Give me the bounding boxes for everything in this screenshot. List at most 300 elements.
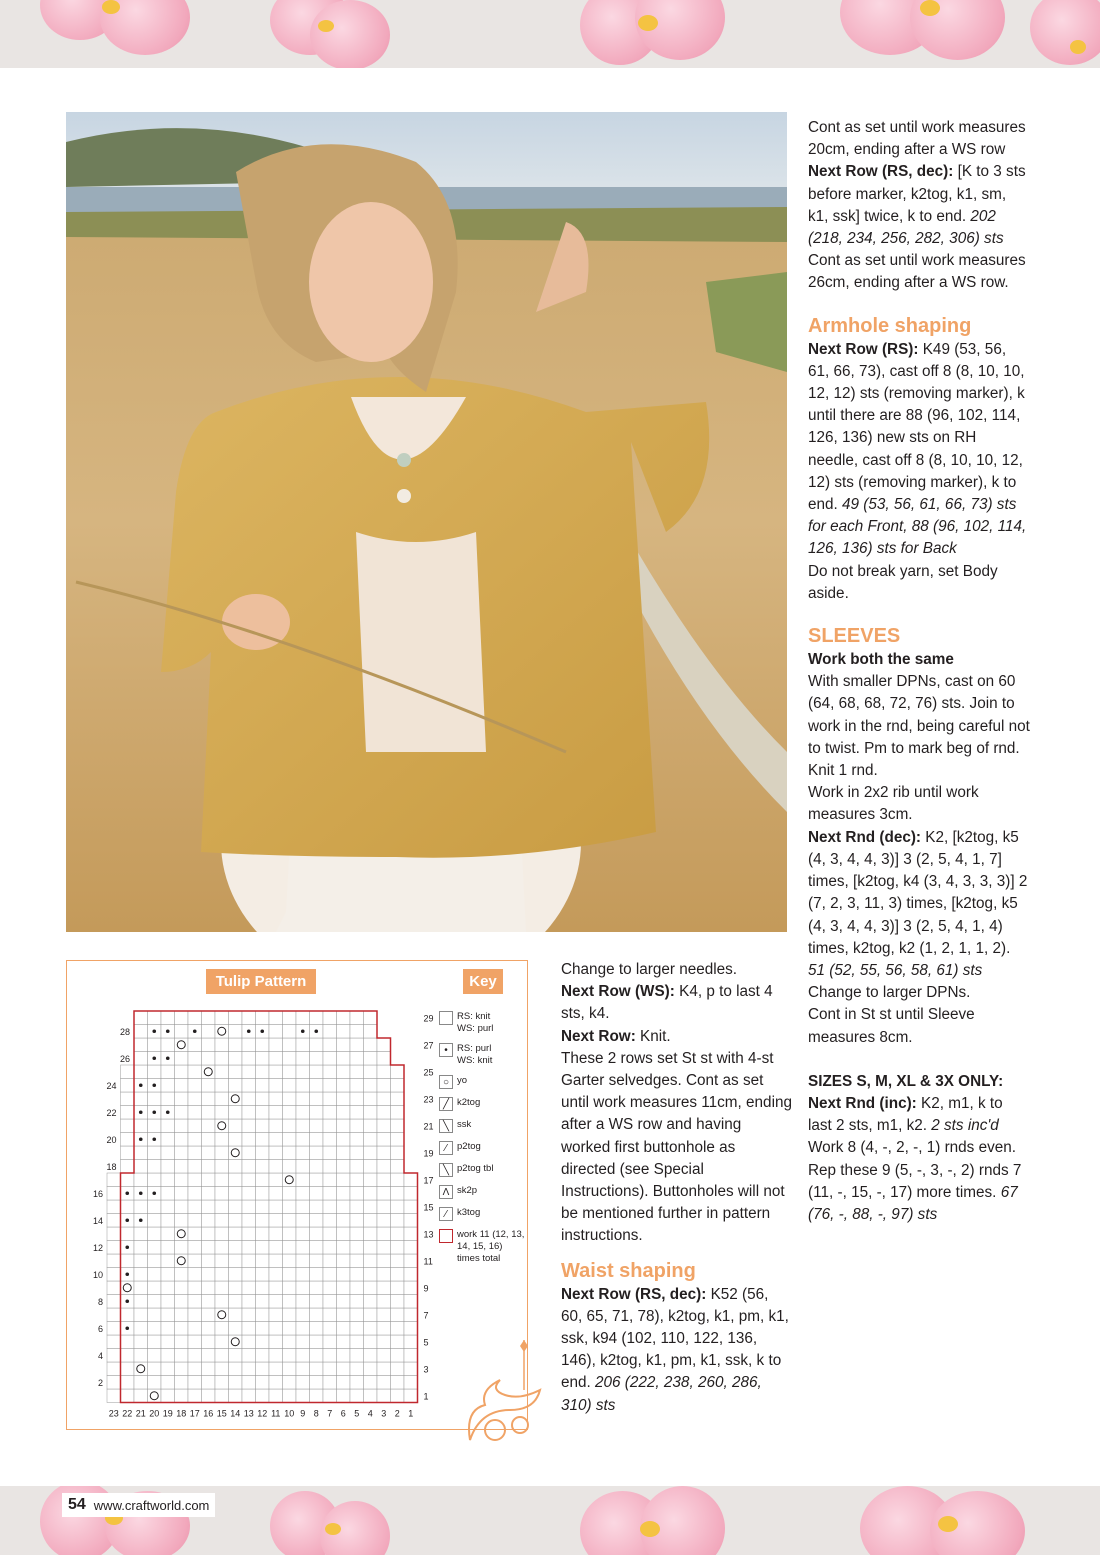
- website-link[interactable]: www.craftworld.com: [93, 1497, 210, 1513]
- chart-cell: [175, 1011, 189, 1025]
- paragraph: Knit 1 rnd.: [808, 762, 878, 780]
- chart-cell: [215, 1119, 229, 1133]
- chart-cell: [202, 1038, 216, 1052]
- chart-cell: [161, 1200, 175, 1214]
- paragraph: Cont as set until work measures 20cm, ending after a WS row: [808, 119, 1026, 159]
- chart-cell: [242, 1133, 256, 1147]
- chart-cell: [215, 1335, 229, 1349]
- key-title: Key: [463, 969, 503, 994]
- chart-cell: [229, 1254, 243, 1268]
- chart-cell: [296, 1362, 310, 1376]
- row-number: 2: [97, 1378, 103, 1388]
- chart-cell: [404, 1335, 418, 1349]
- chart-cell: [364, 1092, 378, 1106]
- chart-cell: [215, 1322, 229, 1336]
- chart-cell: [107, 1295, 121, 1309]
- cardigan-photo: [66, 112, 787, 932]
- chart-cell: [283, 1254, 297, 1268]
- row-number: 19: [423, 1148, 434, 1159]
- chart-cell: [256, 1376, 270, 1390]
- chart-cell: [256, 1308, 270, 1322]
- chart-cell: [107, 1349, 121, 1363]
- chart-cell: [242, 1052, 256, 1066]
- chart-cell: [161, 1038, 175, 1052]
- chart-cell: [404, 1241, 418, 1255]
- chart-cell: [134, 1160, 148, 1174]
- chart-cell: [310, 1106, 324, 1120]
- chart-cell: [269, 1119, 283, 1133]
- chart-cell: [283, 1200, 297, 1214]
- chart-cell: [148, 1146, 162, 1160]
- chart-cell: [391, 1295, 405, 1309]
- chart-cell: [256, 1187, 270, 1201]
- chart-cell: [256, 1119, 270, 1133]
- chart-cell: [256, 1173, 270, 1187]
- purl-dot: [247, 1029, 251, 1033]
- chart-cell: [121, 1106, 135, 1120]
- chart-cell: [188, 1349, 202, 1363]
- chart-cell: [364, 1281, 378, 1295]
- chart-cell: [350, 1268, 364, 1282]
- chart-cell: [323, 1362, 337, 1376]
- chart-cell: [121, 1308, 135, 1322]
- chart-cell: [296, 1065, 310, 1079]
- chart-cell: [337, 1119, 351, 1133]
- chart-cell: [391, 1173, 405, 1187]
- chart-cell: [229, 1133, 243, 1147]
- chart-cell: [364, 1200, 378, 1214]
- slash-right-icon: ╱: [439, 1097, 453, 1111]
- chart-cell: [148, 1092, 162, 1106]
- chart-cell: [229, 1160, 243, 1174]
- chart-cell: [107, 1322, 121, 1336]
- row-number: 26: [119, 1054, 130, 1064]
- key-item-label: work 11 (12, 13, 14, 15, 16) times total: [457, 1229, 525, 1264]
- row-number: 22: [106, 1108, 117, 1118]
- chart-cell: [377, 1308, 391, 1322]
- row-number: 28: [119, 1027, 130, 1037]
- chart-cell: [256, 1092, 270, 1106]
- paragraph: Work both the same: [808, 651, 954, 669]
- chart-cell: [364, 1065, 378, 1079]
- chart-cell: [202, 1349, 216, 1363]
- chart-cell: [148, 1227, 162, 1241]
- chart-cell: [283, 1011, 297, 1025]
- chart-cell: [229, 1187, 243, 1201]
- chart-cell: [202, 1376, 216, 1390]
- chart-cell: [134, 1227, 148, 1241]
- chart-cell: [404, 1268, 418, 1282]
- chart-cell: [337, 1146, 351, 1160]
- sleeves-heading: SLEEVES: [808, 625, 901, 648]
- chart-cell: [269, 1079, 283, 1093]
- chart-cell: [215, 1254, 229, 1268]
- chart-cell: [134, 1362, 148, 1376]
- chart-cell: [134, 1281, 148, 1295]
- chart-cell: [296, 1146, 310, 1160]
- chart-cell: [229, 1146, 243, 1160]
- chart-cell: [215, 1106, 229, 1120]
- chart-cell: [350, 1052, 364, 1066]
- chart-cell: [323, 1214, 337, 1228]
- row-number: 11: [423, 1256, 433, 1267]
- chart-cell: [148, 1160, 162, 1174]
- chart-cell: [337, 1227, 351, 1241]
- chart-cell: [215, 1025, 229, 1039]
- chart-cell: [337, 1160, 351, 1174]
- chart-cell: [134, 1254, 148, 1268]
- chart-cell: [350, 1133, 364, 1147]
- chart-cell: [161, 1362, 175, 1376]
- column-number: 16: [203, 1408, 214, 1419]
- chart-cell: [148, 1038, 162, 1052]
- chart-cell: [188, 1038, 202, 1052]
- chart-cell: [350, 1241, 364, 1255]
- row-number: 9: [423, 1283, 429, 1294]
- row-number: 17: [423, 1175, 434, 1186]
- chart-cell: [188, 1079, 202, 1093]
- chart-cell: [296, 1052, 310, 1066]
- row-number: 12: [92, 1243, 103, 1253]
- chart-title: Tulip Pattern: [206, 969, 316, 994]
- chart-cell: [323, 1025, 337, 1039]
- chart-cell: [175, 1308, 189, 1322]
- chart-cell: [134, 1200, 148, 1214]
- chart-cell: [269, 1281, 283, 1295]
- chart-cell: [337, 1079, 351, 1093]
- chart-cell: [404, 1322, 418, 1336]
- chart-cell: [202, 1227, 216, 1241]
- chart-cell: [364, 1146, 378, 1160]
- chart-cell: [323, 1011, 337, 1025]
- key-item-label: p2tog: [457, 1141, 481, 1152]
- purl-dot: [166, 1110, 170, 1114]
- purl-dot: [152, 1029, 156, 1033]
- chart-cell: [377, 1173, 391, 1187]
- chart-cell: [188, 1268, 202, 1282]
- chart-cell: [283, 1092, 297, 1106]
- chart-cell: [391, 1308, 405, 1322]
- chart-cell: [256, 1335, 270, 1349]
- chart-cell: [175, 1092, 189, 1106]
- chart-cell: [283, 1335, 297, 1349]
- chart-cell: [269, 1254, 283, 1268]
- chart-cell: [323, 1173, 337, 1187]
- purl-dot: [260, 1029, 264, 1033]
- paragraph: Next Row (WS): K4, p to last 4 sts, k4.: [561, 983, 773, 1023]
- chart-cell: [350, 1038, 364, 1052]
- chart-cell: [269, 1052, 283, 1066]
- chart-cell: [148, 1173, 162, 1187]
- chart-cell: [323, 1146, 337, 1160]
- chart-cell: [134, 1322, 148, 1336]
- purl-dot: [125, 1326, 129, 1330]
- chart-cell: [377, 1052, 391, 1066]
- chart-cell: [175, 1187, 189, 1201]
- key-item: [439, 1141, 525, 1155]
- chart-cell: [215, 1160, 229, 1174]
- chart-cell: [175, 1025, 189, 1039]
- column-number: 7: [327, 1408, 333, 1419]
- chart-cell: [229, 1376, 243, 1390]
- chart-cell: [175, 1254, 189, 1268]
- chart-cell: [364, 1389, 378, 1403]
- purl-dot: [193, 1029, 197, 1033]
- chart-cell: [229, 1200, 243, 1214]
- chart-cell: [242, 1092, 256, 1106]
- chart-cell: [107, 1308, 121, 1322]
- chart-cell: [269, 1308, 283, 1322]
- chart-cell: [175, 1079, 189, 1093]
- chart-cell: [161, 1254, 175, 1268]
- chart-cell: [296, 1038, 310, 1052]
- chart-cell: [296, 1322, 310, 1336]
- chart-cell: [175, 1389, 189, 1403]
- chart-cell: [404, 1200, 418, 1214]
- chart-cell: [121, 1335, 135, 1349]
- chart-cell: [121, 1349, 135, 1363]
- purl-dot: [139, 1137, 143, 1141]
- chart-cell: [121, 1146, 135, 1160]
- chart-cell: [161, 1389, 175, 1403]
- chart-cell: [215, 1133, 229, 1147]
- chart-cell: [215, 1308, 229, 1322]
- chart-cell: [377, 1214, 391, 1228]
- page-footer: [62, 1493, 215, 1517]
- chart-cell: [215, 1187, 229, 1201]
- chart-cell: [310, 1335, 324, 1349]
- chart-cell: [310, 1295, 324, 1309]
- chart-cell: [364, 1268, 378, 1282]
- chart-cell: [350, 1214, 364, 1228]
- purl-dot: [152, 1191, 156, 1195]
- chart-cell: [134, 1173, 148, 1187]
- row-number: 8: [97, 1297, 103, 1307]
- middle-text-column: [561, 959, 793, 1417]
- column-number: 18: [176, 1408, 187, 1419]
- chart-cell: [283, 1187, 297, 1201]
- chart-cell: [256, 1362, 270, 1376]
- chart-cell: [350, 1065, 364, 1079]
- chart-cell: [323, 1119, 337, 1133]
- chart-cell: [229, 1119, 243, 1133]
- chart-cell: [337, 1254, 351, 1268]
- chart-cell: [283, 1295, 297, 1309]
- chart-cell: [188, 1052, 202, 1066]
- chart-cell: [121, 1133, 135, 1147]
- chart-cell: [202, 1025, 216, 1039]
- chart-cell: [310, 1308, 324, 1322]
- row-number: 13: [423, 1229, 434, 1240]
- chart-cell: [391, 1322, 405, 1336]
- key-item: [439, 1075, 525, 1089]
- column-number: 3: [381, 1408, 387, 1419]
- chart-cell: [242, 1200, 256, 1214]
- chart-cell: [215, 1362, 229, 1376]
- key-item: [439, 1043, 525, 1067]
- chart-cell: [310, 1011, 324, 1025]
- row-number: 1: [423, 1391, 429, 1402]
- key-item: [439, 1207, 525, 1221]
- flower-icon: [40, 0, 190, 60]
- chart-cell: [337, 1038, 351, 1052]
- chart-cell: [202, 1146, 216, 1160]
- chart-cell: [148, 1295, 162, 1309]
- purl-dot: [139, 1218, 143, 1222]
- chart-cell: [229, 1173, 243, 1187]
- chart-cell: [242, 1308, 256, 1322]
- chart-cell: [161, 1376, 175, 1390]
- chart-cell: [269, 1011, 283, 1025]
- chart-cell: [175, 1362, 189, 1376]
- column-number: 8: [313, 1408, 319, 1419]
- row-number: 24: [106, 1081, 117, 1091]
- tulip-pattern-chart-panel: [66, 960, 528, 1430]
- chart-cell: [256, 1322, 270, 1336]
- chart-cell: [107, 1389, 121, 1403]
- chart-cell: [350, 1106, 364, 1120]
- chart-cell: [310, 1241, 324, 1255]
- right-text-column: [808, 117, 1030, 1226]
- chart-cell: [350, 1254, 364, 1268]
- chart-cell: [188, 1227, 202, 1241]
- column-number: 10: [284, 1408, 295, 1419]
- paragraph: Work 8 (4, -, 2, -, 1) rnds even. Rep these 9 (5, -, 3, -, 2) rnds 7 (11, -, 15, -, 17) more times. 67 (76, -, 88, -, 97) sts: [808, 1139, 1022, 1223]
- chart-cell: [310, 1362, 324, 1376]
- chart-cell: [377, 1146, 391, 1160]
- chart-cell: [391, 1376, 405, 1390]
- chart-cell: [350, 1173, 364, 1187]
- chart-cell: [323, 1295, 337, 1309]
- chart-cell: [283, 1389, 297, 1403]
- chart-cell: [107, 1281, 121, 1295]
- caret-icon: Λ: [439, 1185, 453, 1199]
- chart-cell: [161, 1146, 175, 1160]
- slash-left-dot-icon: ╲: [439, 1163, 453, 1177]
- chart-cell: [202, 1160, 216, 1174]
- chart-cell: [121, 1227, 135, 1241]
- chart-cell: [364, 1173, 378, 1187]
- chart-cell: [161, 1322, 175, 1336]
- chart-cell: [134, 1308, 148, 1322]
- chart-cell: [175, 1295, 189, 1309]
- row-number: 27: [423, 1040, 434, 1051]
- paragraph: Cont as set until work measures 26cm, ending after a WS row.: [808, 252, 1026, 292]
- chart-cell: [229, 1052, 243, 1066]
- woman-in-yellow-cardigan-image: [66, 112, 787, 932]
- chart-cell: [296, 1376, 310, 1390]
- chart-cell: [121, 1389, 135, 1403]
- chart-cell: [202, 1079, 216, 1093]
- chart-cell: [161, 1065, 175, 1079]
- chart-cell: [242, 1119, 256, 1133]
- chart-cell: [148, 1200, 162, 1214]
- chart-cell: [337, 1349, 351, 1363]
- chart-cell: [229, 1214, 243, 1228]
- chart-cell: [175, 1268, 189, 1282]
- chart-cell: [364, 1119, 378, 1133]
- chart-cell: [229, 1092, 243, 1106]
- chart-cell: [148, 1065, 162, 1079]
- chart-cell: [107, 1200, 121, 1214]
- chart-cell: [296, 1200, 310, 1214]
- chart-cell: [350, 1376, 364, 1390]
- row-number: 3: [423, 1364, 429, 1375]
- chart-cell: [161, 1092, 175, 1106]
- chart-cell: [391, 1187, 405, 1201]
- chart-cell: [337, 1295, 351, 1309]
- chart-cell: [229, 1241, 243, 1255]
- chart-cell: [188, 1241, 202, 1255]
- chart-cell: [161, 1214, 175, 1228]
- chart-cell: [404, 1295, 418, 1309]
- chart-cell: [296, 1173, 310, 1187]
- key-item-label: RS: knit WS: purl: [457, 1011, 494, 1034]
- chart-cell: [242, 1268, 256, 1282]
- key-list: [439, 1011, 525, 1273]
- chart-cell: [134, 1389, 148, 1403]
- chart-cell: [377, 1200, 391, 1214]
- column-number: 17: [189, 1408, 200, 1419]
- purl-dot: [125, 1218, 129, 1222]
- chart-cell: [175, 1173, 189, 1187]
- column-number: 1: [408, 1408, 414, 1419]
- chart-cell: [404, 1187, 418, 1201]
- chart-cell: [229, 1268, 243, 1282]
- red-outline-icon: [439, 1229, 453, 1243]
- chart-cell: [161, 1119, 175, 1133]
- row-number: 6: [97, 1324, 103, 1334]
- chart-cell: [215, 1214, 229, 1228]
- chart-cell: [269, 1106, 283, 1120]
- chart-cell: [121, 1119, 135, 1133]
- chart-cell: [404, 1214, 418, 1228]
- chart-cell: [364, 1322, 378, 1336]
- chart-cell: [323, 1389, 337, 1403]
- chart-cell: [269, 1389, 283, 1403]
- key-item: [439, 1185, 525, 1199]
- chart-cell: [229, 1079, 243, 1093]
- chart-cell: [283, 1133, 297, 1147]
- chart-cell: [310, 1065, 324, 1079]
- chart-cell: [310, 1119, 324, 1133]
- purl-dot: [139, 1191, 143, 1195]
- chart-cell: [350, 1389, 364, 1403]
- chart-cell: [242, 1173, 256, 1187]
- chart-cell: [148, 1308, 162, 1322]
- paragraph: Next Row: Knit.: [561, 1027, 671, 1045]
- chart-cell: [377, 1160, 391, 1174]
- chart-cell: [175, 1133, 189, 1147]
- chart-cell: [310, 1092, 324, 1106]
- chart-cell: [242, 1295, 256, 1309]
- chart-cell: [229, 1335, 243, 1349]
- row-number: 20: [106, 1135, 117, 1145]
- chart-cell: [364, 1133, 378, 1147]
- chart-cell: [350, 1079, 364, 1093]
- flower-icon: [260, 0, 390, 68]
- chart-cell: [148, 1011, 162, 1025]
- chart-cell: [175, 1052, 189, 1066]
- chart-cell: [256, 1160, 270, 1174]
- chart-cell: [269, 1349, 283, 1363]
- chart-cell: [121, 1065, 135, 1079]
- chart-cell: [404, 1376, 418, 1390]
- chart-cell: [283, 1106, 297, 1120]
- chart-cell: [350, 1322, 364, 1336]
- column-number: 23: [108, 1408, 119, 1419]
- chart-cell: [242, 1146, 256, 1160]
